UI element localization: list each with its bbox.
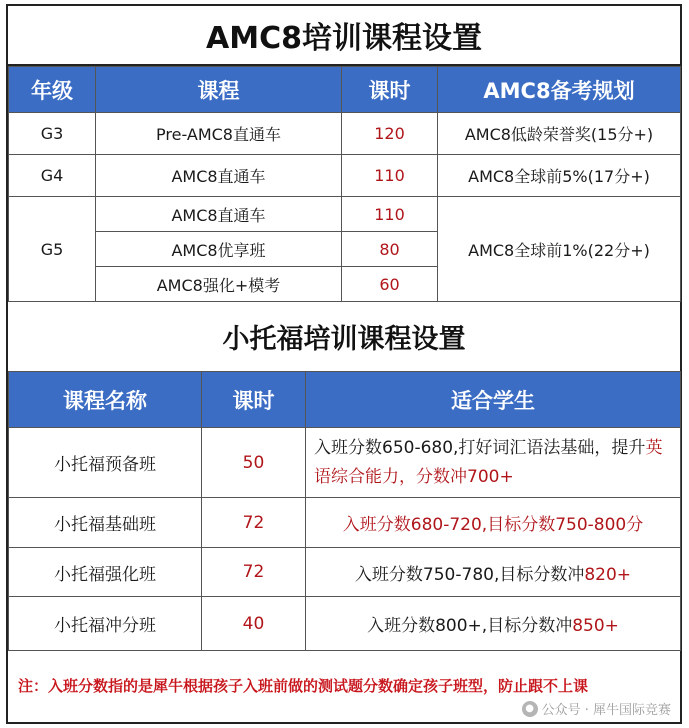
- header-course-name: 课程名称: [9, 372, 202, 428]
- hours-cell: 72: [202, 548, 306, 597]
- course-cell: AMC8直通车: [96, 197, 342, 232]
- requirement-text: 入班分数750-780,目标分数冲: [354, 564, 585, 585]
- requirement-highlight: 820+: [584, 564, 632, 585]
- course-cell: AMC8强化+模考: [96, 267, 342, 302]
- hours-cell: 50: [202, 428, 306, 498]
- table-row: [9, 498, 681, 548]
- requirement-cell: [306, 498, 681, 548]
- requirement-cell: [306, 597, 681, 651]
- watermark: [522, 699, 671, 718]
- toefl-header-row: [9, 372, 681, 428]
- hours-cell: 110: [342, 197, 438, 232]
- amc-title: AMC8培训课程设置: [8, 6, 680, 66]
- table-row: [9, 428, 681, 498]
- course-name-cell: 小托福基础班: [9, 498, 202, 548]
- amc-header-row: [9, 67, 681, 113]
- table-row: [9, 597, 681, 651]
- requirement-text: 入班分数650-680,打好词汇语法基础，提升: [314, 437, 646, 458]
- requirement-highlight: 850+: [572, 616, 619, 636]
- hours-cell: 80: [342, 232, 438, 267]
- course-name-cell: 小托福预备班: [9, 428, 202, 498]
- note-text: 注：入班分数指的是犀牛根据孩子入班前做的测试题分数确定孩子班型，防止跟不上课: [18, 676, 589, 695]
- table-row: [9, 197, 681, 232]
- course-cell: AMC8优享班: [96, 232, 342, 267]
- header-grade: 年级: [9, 67, 96, 113]
- course-name-cell: 小托福冲分班: [9, 597, 202, 651]
- watermark-text: 公众号 · 犀牛国际竞赛: [541, 703, 671, 718]
- header-suitable: 适合学生: [306, 372, 681, 428]
- toefl-table: [8, 371, 681, 651]
- table-row: [9, 155, 681, 197]
- table-row: [9, 548, 681, 597]
- hours-cell: 60: [342, 267, 438, 302]
- plan-cell: AMC8低龄荣誉奖(15分+): [438, 113, 681, 155]
- plan-cell: AMC8全球前5%(17分+): [438, 155, 681, 197]
- table-row: [9, 113, 681, 155]
- requirement-highlight: 英语综合能力，分数冲700+: [314, 437, 663, 487]
- grade-cell: G4: [9, 155, 96, 197]
- hours-cell: 40: [202, 597, 306, 651]
- course-name-cell: 小托福强化班: [9, 548, 202, 597]
- wechat-icon: ●: [522, 701, 538, 717]
- requirement-cell: [306, 428, 681, 498]
- hours-cell: 120: [342, 113, 438, 155]
- amc-table: [8, 66, 681, 302]
- course-cell: AMC8直通车: [96, 155, 342, 197]
- hours-cell: 72: [202, 498, 306, 548]
- requirement-text: 入班分数800+,目标分数冲: [367, 616, 573, 636]
- plan-cell: AMC8全球前1%(22分+): [438, 197, 681, 302]
- header-course: 课程: [96, 67, 342, 113]
- hours-cell: 110: [342, 155, 438, 197]
- toefl-title: 小托福培训课程设置: [222, 323, 466, 355]
- header-plan: AMC8备考规划: [438, 67, 681, 113]
- course-cell: Pre-AMC8直通车: [96, 113, 342, 155]
- header-hours: 课时: [202, 372, 306, 428]
- header-hours: 课时: [342, 67, 438, 113]
- requirement-cell: [306, 548, 681, 597]
- grade-cell: G5: [9, 197, 96, 302]
- requirement-highlight: 入班分数680-720,目标分数750-800分: [342, 515, 644, 535]
- grade-cell: G3: [9, 113, 96, 155]
